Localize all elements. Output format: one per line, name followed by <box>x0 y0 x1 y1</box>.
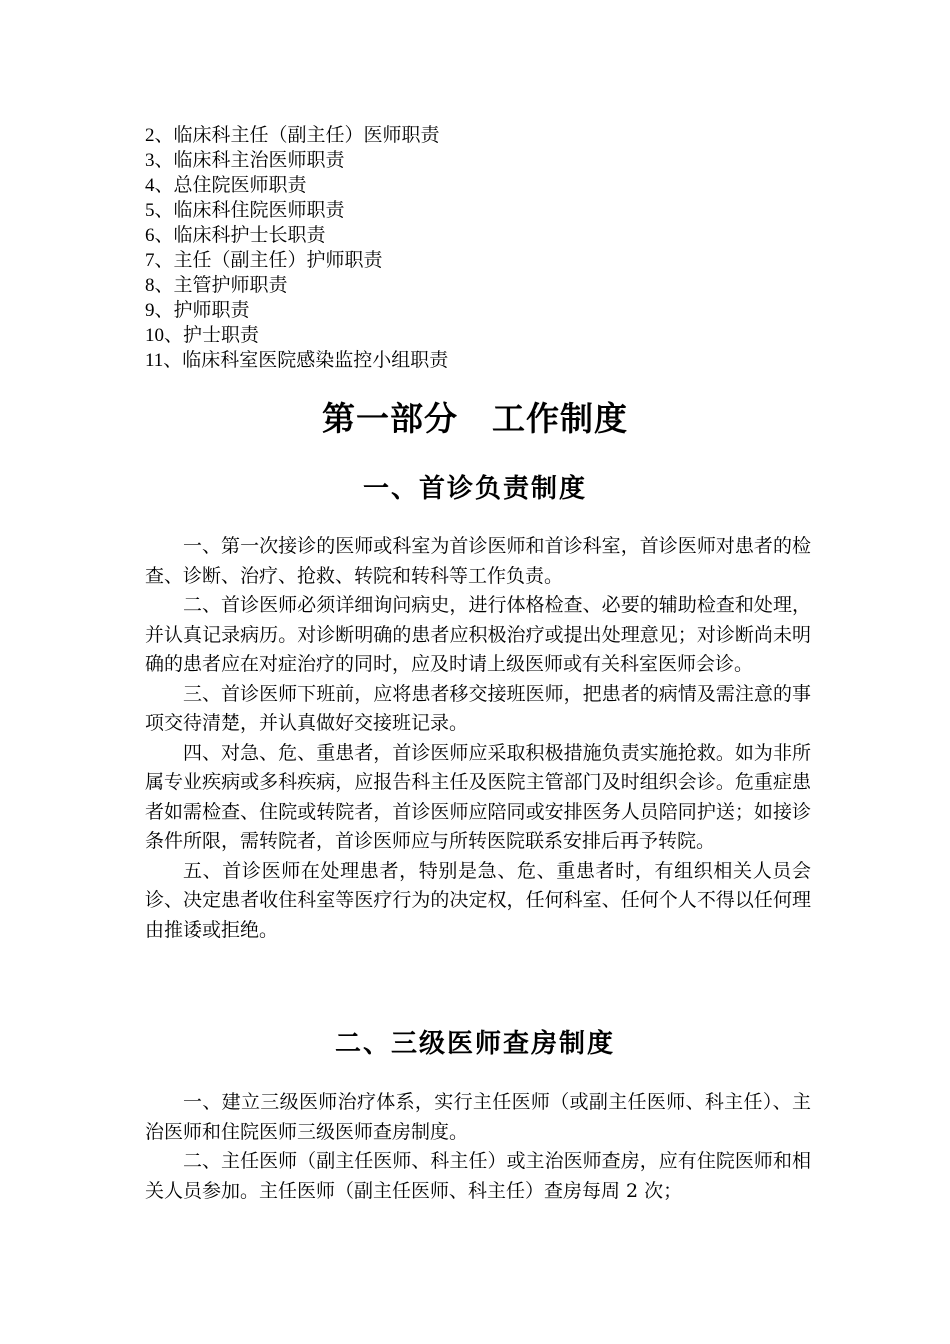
toc-item: 7、主任（副主任）护师职责 <box>145 250 383 271</box>
toc-item: 3、临床科主治医师职责 <box>145 150 345 171</box>
paragraph: 一、第一次接诊的医师或科室为首诊医师和首诊科室，首诊医师对患者的检查、诊断、治疗、抢救、转院和转科等工作负责。 <box>145 535 811 587</box>
paragraph: 二、首诊医师必须详细询问病史，进行体格检查、必要的辅助检查和处理，并认真记录病历。对诊断明确的患者应积极治疗或提出处理意见；对诊断尚未明确的患者应在对症治疗的同时，应及时请上级医师或有关科室医师会诊。 <box>145 594 811 675</box>
toc-item: 11、临床科室医院感染监控小组职责 <box>145 350 449 371</box>
toc-item: 9、护师职责 <box>145 300 250 321</box>
section-title-three-level-rounds: 二、三级医师查房制度 <box>334 1029 615 1059</box>
table-of-contents <box>145 123 845 373</box>
toc-item: 8、主管护师职责 <box>145 275 288 296</box>
toc-item: 10、护士职责 <box>145 325 260 346</box>
section-title-first-visit-responsibility: 一、首诊负责制度 <box>362 474 587 504</box>
section-body-three-level-rounds <box>145 1088 811 1206</box>
paragraph: 四、对急、危、重患者，首诊医师应采取积极措施负责实施抢救。如为非所属专业疾病或多科疾病，应报告科主任及医院主管部门及时组织会诊。危重症患者如需检查、住院或转院者，首诊医师应陪同或安排医务人员陪同护送；如接诊条件所限，需转院者，首诊医师应与所转医院联系安排后再予转院。 <box>145 741 811 852</box>
paragraph: 一、建立三级医师治疗体系，实行主任医师（或副主任医师、科主任）、主治医师和住院医师三级医师查房制度。 <box>145 1091 811 1143</box>
paragraph: 二、主任医师（副主任医师、科主任）或主治医师查房，应有住院医师和相关人员参加。主任医师（副主任医师、科主任）查房每周 2 次； <box>145 1150 811 1202</box>
paragraph: 三、首诊医师下班前，应将患者移交接班医师，把患者的病情及需注意的事项交待清楚，并认真做好交接班记录。 <box>145 682 811 734</box>
paragraph: 五、首诊医师在处理患者，特别是急、危、重患者时，有组织相关人员会诊、决定患者收住科室等医疗行为的决定权，任何科室、任何个人不得以任何理由推诿或拒绝。 <box>145 859 811 941</box>
toc-item: 2、临床科主任（副主任）医师职责 <box>145 125 440 146</box>
toc-item: 4、总住院医师职责 <box>145 175 307 196</box>
part-title: 第一部分 工作制度 <box>322 399 628 438</box>
section-body-first-visit-responsibility <box>145 532 811 945</box>
toc-item: 6、临床科护士长职责 <box>145 225 326 246</box>
toc-item: 5、临床科住院医师职责 <box>145 200 345 221</box>
